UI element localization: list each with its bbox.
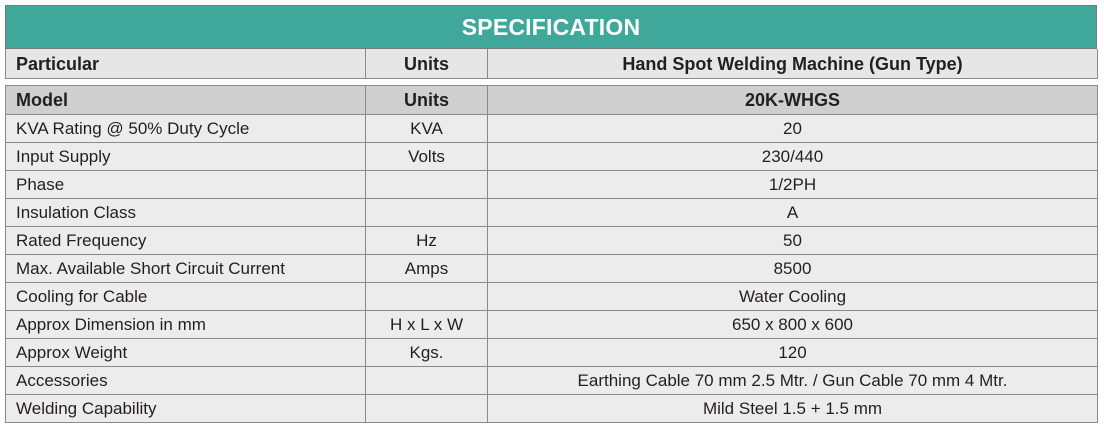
table-row bbox=[6, 367, 1098, 395]
row-value: 8500 bbox=[488, 255, 1098, 283]
row-particular: Max. Available Short Circuit Current bbox=[6, 255, 366, 283]
row-units bbox=[366, 171, 488, 199]
row-particular: Input Supply bbox=[6, 143, 366, 171]
row-units: Amps bbox=[366, 255, 488, 283]
row-units: Volts bbox=[366, 143, 488, 171]
row-particular: Rated Frequency bbox=[6, 227, 366, 255]
row-units: Kgs. bbox=[366, 339, 488, 367]
row-particular: Insulation Class bbox=[6, 199, 366, 227]
table-row bbox=[6, 339, 1098, 367]
row-particular: Cooling for Cable bbox=[6, 283, 366, 311]
row-units: H x L x W bbox=[366, 311, 488, 339]
row-value: Earthing Cable 70 mm 2.5 Mtr. / Gun Cable 70 mm 4 Mtr. bbox=[488, 367, 1098, 395]
row-particular: Approx Dimension in mm bbox=[6, 311, 366, 339]
row-units bbox=[366, 199, 488, 227]
table-row bbox=[6, 255, 1098, 283]
row-units bbox=[366, 283, 488, 311]
row-value: Water Cooling bbox=[488, 283, 1098, 311]
row-units bbox=[366, 367, 488, 395]
row-particular: Approx Weight bbox=[6, 339, 366, 367]
table-row bbox=[6, 227, 1098, 255]
header-row bbox=[6, 49, 1098, 79]
header-particular: Particular bbox=[6, 49, 366, 79]
header-product: Hand Spot Welding Machine (Gun Type) bbox=[488, 49, 1098, 79]
row-value: 650 x 800 x 600 bbox=[488, 311, 1098, 339]
row-value: 1/2PH bbox=[488, 171, 1098, 199]
table-row bbox=[6, 171, 1098, 199]
spec-table bbox=[5, 85, 1098, 423]
header-table bbox=[5, 49, 1098, 79]
row-value: A bbox=[488, 199, 1098, 227]
spec-sheet bbox=[5, 5, 1097, 423]
model-units: Units bbox=[366, 86, 488, 115]
table-row bbox=[6, 283, 1098, 311]
row-particular: KVA Rating @ 50% Duty Cycle bbox=[6, 115, 366, 143]
table-row bbox=[6, 311, 1098, 339]
table-row bbox=[6, 115, 1098, 143]
table-row bbox=[6, 199, 1098, 227]
table-row bbox=[6, 143, 1098, 171]
row-value: 50 bbox=[488, 227, 1098, 255]
model-row bbox=[6, 86, 1098, 115]
header-units: Units bbox=[366, 49, 488, 79]
spec-title: SPECIFICATION bbox=[5, 5, 1097, 49]
row-units: Hz bbox=[366, 227, 488, 255]
row-value: 230/440 bbox=[488, 143, 1098, 171]
row-units bbox=[366, 395, 488, 423]
row-particular: Welding Capability bbox=[6, 395, 366, 423]
table-row bbox=[6, 395, 1098, 423]
row-value: 120 bbox=[488, 339, 1098, 367]
row-particular: Phase bbox=[6, 171, 366, 199]
row-value: 20 bbox=[488, 115, 1098, 143]
row-units: KVA bbox=[366, 115, 488, 143]
row-value: Mild Steel 1.5 + 1.5 mm bbox=[488, 395, 1098, 423]
row-particular: Accessories bbox=[6, 367, 366, 395]
model-label: Model bbox=[6, 86, 366, 115]
model-value: 20K-WHGS bbox=[488, 86, 1098, 115]
